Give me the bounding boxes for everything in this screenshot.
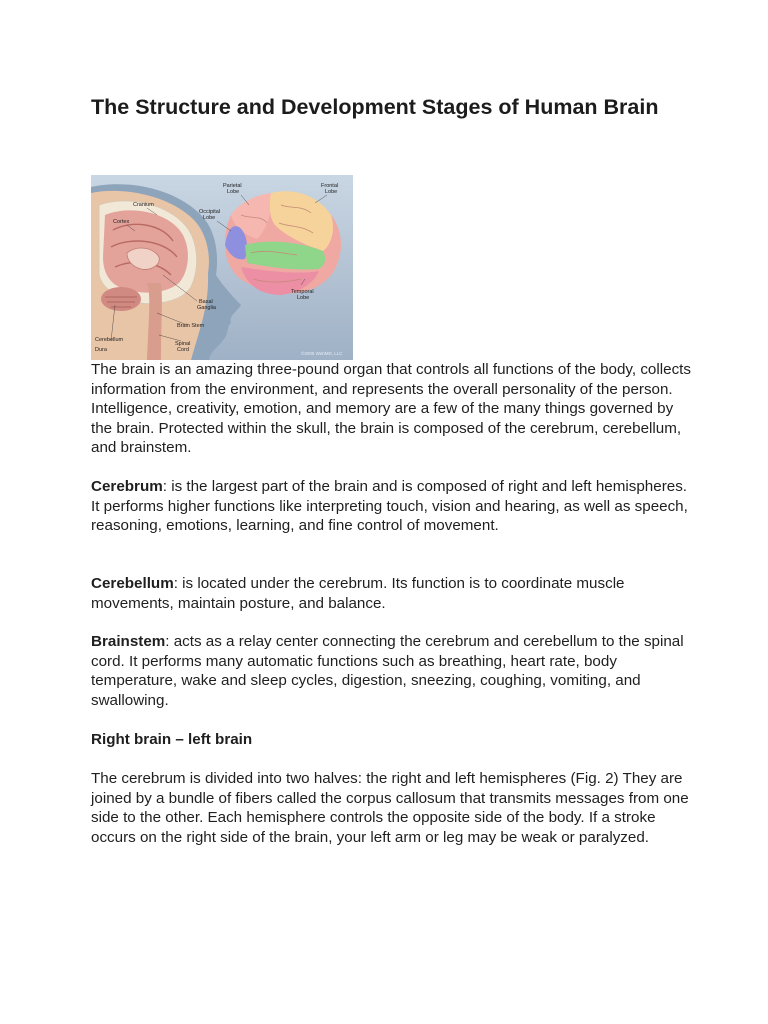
brainstem-paragraph: [91, 632, 691, 710]
page-title: The Structure and Development Stages of Human Brain: [91, 95, 659, 119]
right-left-brain-paragraph: The cerebrum is divided into two halves: the right and left hemispheres (Fig. 2) They are joined by a bundle of fibers called the corpus callosum that transmits messages from one side to the other. Each hemisphere controls the opposite side of the body. If a stroke occurs on the right side of the brain, your left arm or leg may be weak or paralyzed.: [91, 770, 689, 846]
brain-illustration-svg: [91, 175, 353, 360]
svg-text:Temporal: Temporal: [291, 289, 314, 295]
svg-text:Cranium: Cranium: [133, 202, 154, 208]
svg-text:Ganglia: Ganglia: [197, 305, 216, 311]
cerebellum-paragraph: [91, 574, 691, 613]
cerebellum-description: : is located under the cerebrum. Its function is to coordinate muscle movements, maintain posture, and balance.: [91, 575, 625, 612]
cerebrum-description: : is the largest part of the brain and is composed of right and left hemispheres. It performs higher functions like interpreting touch, vision and hearing, as well as speech, reasoning, emotions, learning, and fine control of movement.: [91, 478, 688, 534]
svg-text:Parietal: Parietal: [223, 183, 242, 189]
svg-text:Spinal: Spinal: [175, 341, 191, 347]
svg-text:Cord: Cord: [177, 347, 189, 353]
svg-text:©2005 WebMD, LLC: ©2005 WebMD, LLC: [301, 351, 343, 356]
section-subheading: Right brain – left brain: [91, 731, 253, 748]
svg-text:Occipital: Occipital: [199, 209, 221, 215]
brainstem-description: : acts as a relay center connecting the cerebrum and cerebellum to the spinal cord. It performs many automatic functions such as breathing, heart rate, body temperature, wake and sleep cycles, digestion, sneezing, coughing, vomiting, and swallowing.: [91, 633, 684, 709]
svg-text:Lobe: Lobe: [325, 189, 338, 195]
svg-text:Lobe: Lobe: [297, 295, 310, 301]
cerebrum-term: Cerebrum: [91, 478, 163, 495]
cerebellum-term: Cerebellum: [91, 575, 174, 592]
svg-text:Cortex: Cortex: [113, 219, 130, 225]
cerebrum-paragraph: [91, 477, 691, 536]
svg-text:Brain Stem: Brain Stem: [177, 323, 205, 329]
intro-paragraph: The brain is an amazing three-pound organ that controls all functions of the body, collects information from the environment, and represents the overall personality of the person. Intelligence, creativity, emotion, and memory are a few of the many things governed by the brain. Protected within the skull, the brain is composed of the cerebrum, cerebellum, and brainstem.: [91, 361, 691, 456]
brain-anatomy-illustration: [91, 175, 353, 360]
svg-text:Dura: Dura: [95, 347, 107, 353]
svg-text:Lobe: Lobe: [203, 215, 216, 221]
svg-text:Cerebellum: Cerebellum: [95, 337, 124, 343]
brainstem-term: Brainstem: [91, 633, 166, 650]
svg-text:Basal: Basal: [199, 299, 213, 305]
svg-text:Lobe: Lobe: [227, 189, 240, 195]
svg-text:Frontal: Frontal: [321, 183, 339, 189]
